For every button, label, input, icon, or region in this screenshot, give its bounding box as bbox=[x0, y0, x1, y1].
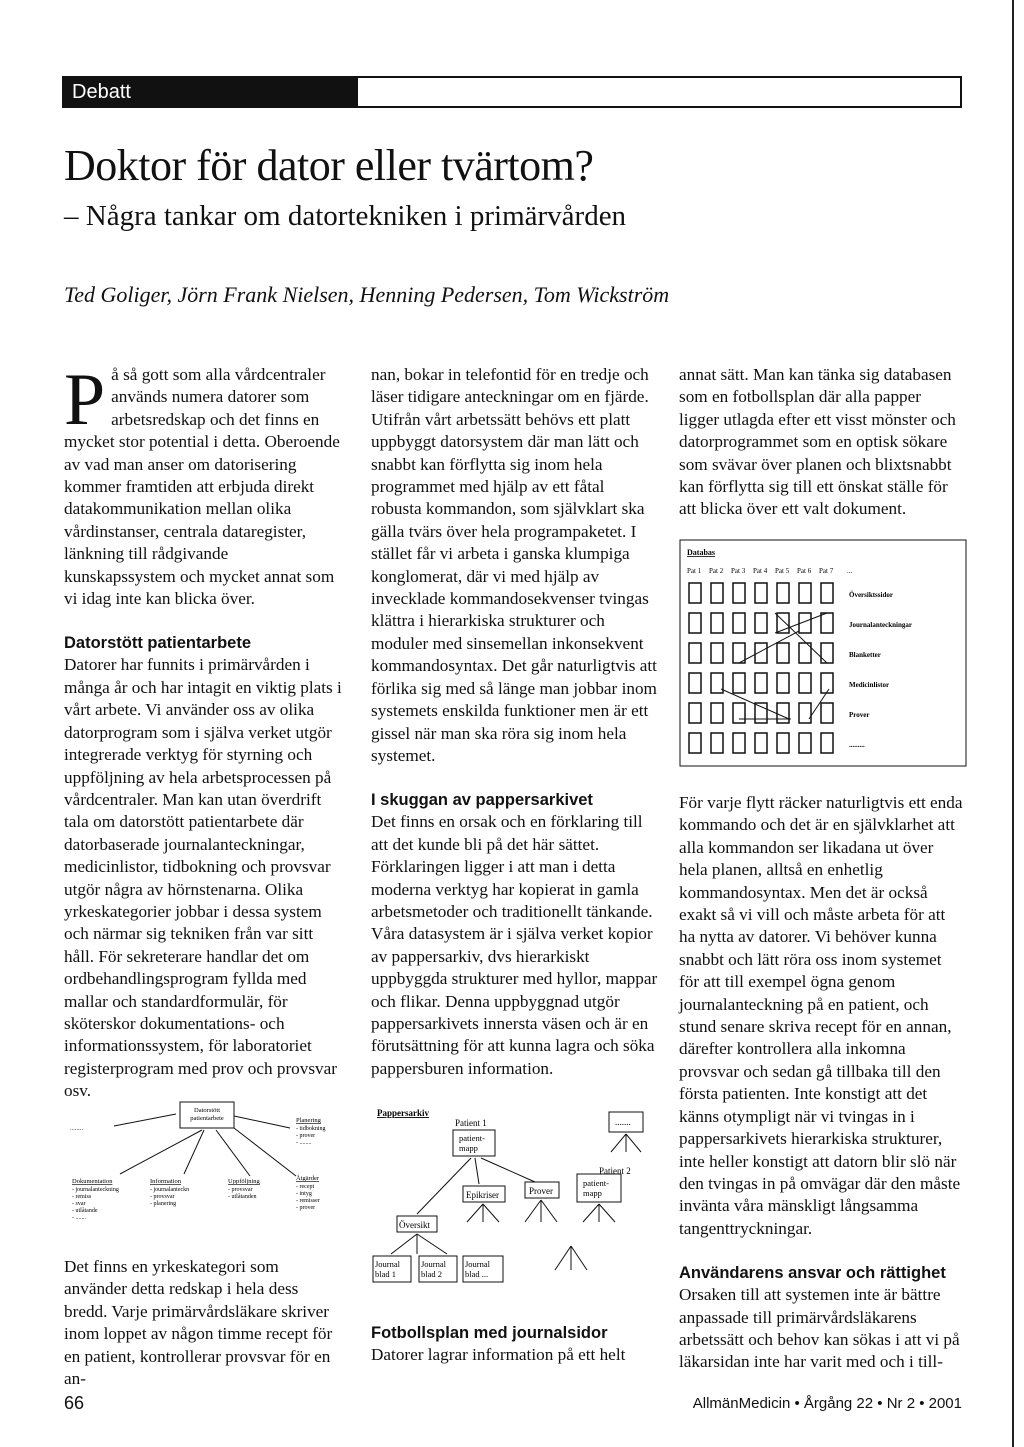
fig2-mapp2-label: patient-mapp bbox=[583, 1178, 609, 1198]
fig3-title: Databas bbox=[687, 548, 716, 557]
column-3 bbox=[679, 364, 965, 521]
fig3-cell bbox=[733, 673, 745, 693]
paragraph-nan: nan, bokar in telefontid för en tredje och läser tidigare anteckningar om en fjärde. Utifrån vårt arbetssätt behövs ett platt uppbyggt datorsystem där man lätt och snabbt kan förflytta sig inom hela programmet med hjälp av ett fåtal robusta kommandon, som självklart ska gälla tvärs över hela programpaketet. I stället får vi arbeta i ganska klumpiga konglomerat, där vi med hjälp av invecklade kommandosekvenser tvingas klättra i hierarkiska strukturer och moduler med sinsemellan inkonsekvent kommandosyntax. Det går naturligtvis att förlika sig med så länge man jobbar inom systemets enskilda funktioner men är ett gissel när man ska röra sig inom hela systemet. bbox=[371, 365, 657, 765]
fig3-cell bbox=[799, 583, 811, 603]
fig1-dok-item: - journalanteckning bbox=[72, 1187, 119, 1193]
fig1-atg-item: - prover bbox=[296, 1205, 316, 1211]
fig1-plan-item: - tidbokning bbox=[296, 1126, 326, 1132]
fig1-dok-item: - remiss bbox=[72, 1194, 92, 1200]
fig3-row-label: Journalanteckningar bbox=[849, 621, 913, 629]
paragraph-annat-satt: annat sätt. Man kan tänka sig databasen som en fotbollsplan där alla papper ligger utlagda efter ett visst mönster och datorprogrammet som en optisk sökare som svävar över planen och blixtsnabbt kan förflytta sig till ett önskat ställe för att blicka över ett valt dokument. bbox=[679, 365, 956, 519]
fig3-cell bbox=[733, 643, 745, 663]
fig1-atg-item: - intyg bbox=[296, 1191, 312, 1197]
fig3-cell bbox=[755, 673, 767, 693]
drop-cap: P bbox=[64, 359, 106, 441]
article-authors: Ted Goliger, Jörn Frank Nielsen, Henning Pedersen, Tom Wickström bbox=[64, 282, 670, 307]
column-2 bbox=[371, 364, 659, 1080]
fig3-cell bbox=[755, 733, 767, 753]
fig3-col-label: Pat 1 bbox=[687, 567, 702, 575]
fig3-row-label: Medicinlistor bbox=[849, 681, 890, 689]
fig3-cell bbox=[733, 703, 745, 723]
fig3-cell bbox=[777, 703, 789, 723]
fig3-row-label: Översiktssidor bbox=[849, 591, 893, 599]
fig1-plan-item: - ........ bbox=[296, 1140, 312, 1146]
fig3-cell bbox=[821, 643, 833, 663]
fig1-upp-item: - provsvar bbox=[228, 1187, 253, 1193]
fig3-cell bbox=[689, 673, 701, 693]
fig3-cell bbox=[733, 613, 745, 633]
fig3-cell bbox=[689, 733, 701, 753]
fig3-cell bbox=[821, 613, 833, 633]
fig2-mapp-label: patient-mapp bbox=[459, 1133, 485, 1153]
paragraph-fotbollsplan: Datorer lagrar information på ett helt bbox=[371, 1345, 626, 1364]
article-subtitle: – Några tankar om datortekniken i primärvården bbox=[64, 200, 627, 232]
fig3-col-label: Pat 4 bbox=[753, 567, 768, 575]
fig2-journal2-label: Journal blad 2 bbox=[421, 1259, 447, 1279]
column-1-continued bbox=[64, 1256, 344, 1390]
fig3-cell bbox=[777, 583, 789, 603]
fig3-cell bbox=[733, 733, 745, 753]
fig1-planering-list bbox=[296, 1126, 326, 1146]
fig3-cell bbox=[711, 673, 723, 693]
fig3-cell bbox=[799, 703, 811, 723]
fig1-center-label: Datorstött patientarbete bbox=[190, 1107, 224, 1122]
heading-skuggan: I skuggan av pappersarkivet bbox=[371, 791, 593, 810]
journal-footer: AllmänMedicin • Årgång 22 • Nr 2 • 2001 bbox=[692, 1395, 962, 1412]
fig1-info-item: - planering bbox=[150, 1201, 177, 1207]
fig2-epikriser-label: Epikriser bbox=[466, 1190, 499, 1200]
fig3-cell bbox=[799, 733, 811, 753]
fig3-col-label: Pat 6 bbox=[797, 567, 812, 575]
fig3-cell bbox=[711, 613, 723, 633]
page-edge-rule bbox=[1012, 0, 1014, 1447]
paragraph-yrkeskategori: Det finns en yrkeskategori som använder detta redskap i hela dess bredd. Varje primärvårdsläkare skriver inom loppet av någon timme recept för en patient, kontrollerar provsvar för en an- bbox=[64, 1257, 333, 1389]
fig2-patient1-label: Patient 1 bbox=[455, 1118, 487, 1128]
fig1-dok-item: - utlåtande bbox=[72, 1208, 98, 1214]
fig2-journal1-label: Journal blad 1 bbox=[375, 1259, 401, 1279]
fig2-title: Pappersarkiv bbox=[377, 1108, 430, 1118]
fig1-dok-item: - svar bbox=[72, 1201, 86, 1207]
fig3-row-label: Blanketter bbox=[849, 651, 881, 659]
fig3-cell bbox=[821, 733, 833, 753]
fig3-cell bbox=[777, 643, 789, 663]
fig3-cell bbox=[755, 703, 767, 723]
fig3-col-label: Pat 2 bbox=[709, 567, 724, 575]
section-banner bbox=[62, 76, 962, 108]
paragraph-skuggan: Det finns en orsak och en förklaring till att det kunde bli på det här sättet. Förklaringen ligger i att man i detta moderna verktyg har kopierat in gamla arbetsmetoder och traditionellt tänkande. Våra datasystem är i själva verket kopior av pappersarkiv, dvs hierarkiskt uppbyggda strukturer med hyllor, mappar och flikar. Denna uppbyggnad utgör pappersarkivets innersta väsen och är en förutsättning för att kunna lagra och söka pappersburen information. bbox=[371, 812, 658, 1078]
heading-datorstott: Datorstött patientarbete bbox=[64, 634, 252, 653]
fig3-cell bbox=[821, 673, 833, 693]
column-2-end bbox=[371, 1322, 659, 1366]
fig3-cell bbox=[689, 703, 701, 723]
fig1-info-item: - provsvar bbox=[150, 1194, 175, 1200]
fig3-cell bbox=[711, 733, 723, 753]
fig2-journal3-label: Journal blad ... bbox=[465, 1259, 491, 1279]
fig3-cell bbox=[799, 673, 811, 693]
article-title: Doktor för dator eller tvärtom? bbox=[64, 141, 594, 190]
fig3-cell bbox=[821, 583, 833, 603]
fig2-dots: ....... bbox=[615, 1117, 631, 1127]
figure-databas bbox=[679, 539, 969, 769]
fig3-cell bbox=[711, 643, 723, 663]
column-1 bbox=[64, 359, 342, 1103]
paragraph-varje-flytt: För varje flytt räcker naturligtvis ett enda kommando och det är en självklarhet att alla kommandon ser likadana ut över hela planen, alltså en enhetlig kommandosyntax. Men det är också exakt så vi vill och måste arbeta för att ha nytta av datorer. Vi behöver kunna snabbt och lätt röra oss inom systemet för att till exempel ögna genom journalanteckning på en patient, och stund senare skriva recept för en annan, därefter kontrollera alla inkomna provsvar och sedan gå tillbaka till den första patienten. Inte konstigt att det känns otympligt när vi tvingas in i pappersarkivets hierarkiska strukturer, inte heller konstigt att datorn blir slö när den tvingas in på omvägar där den måste invänta våra mänskligt långsamma tangenttryckningar. bbox=[679, 793, 963, 1238]
fig1-information-title: Information bbox=[150, 1178, 182, 1185]
fig1-upp-item: - utlåtanden bbox=[228, 1194, 257, 1200]
fig3-cell bbox=[777, 673, 789, 693]
fig3-row-label: ......... bbox=[849, 741, 865, 749]
fig1-planering-title: Planering bbox=[296, 1117, 321, 1124]
fig3-row-label: Prover bbox=[849, 711, 870, 719]
heading-fotbollsplan: Fotbollsplan med journalsidor bbox=[371, 1324, 608, 1342]
fig3-col-label: Pat 3 bbox=[731, 567, 746, 575]
fig3-col-label: ... bbox=[847, 567, 853, 575]
fig1-uppfoljning-title: Uppföljning bbox=[228, 1178, 260, 1185]
intro-text: å så gott som alla vårdcentraler används numera datorer som arbetsredskap och det finns en mycket stor potential i detta. Oberoende av vad man anser om datorisering kommer framtiden att erbjuda direkt datakommunikation mellan olika vårdinstanser, centrala dataregister, länkning till rådgivande kunskapssystem och mycket annat som vi idag inte kan blicka över. bbox=[64, 365, 340, 609]
fig3-cell bbox=[733, 583, 745, 603]
fig3-cell bbox=[689, 583, 701, 603]
fig2-patient2-label: Patient 2 bbox=[599, 1166, 631, 1176]
figure-pappersarkiv bbox=[371, 1106, 661, 1292]
fig2-prover-label: Prover bbox=[529, 1186, 553, 1196]
fig3-cell bbox=[689, 643, 701, 663]
fig1-left-dots: ........ bbox=[70, 1125, 83, 1132]
figure-datorstott-patientarbete bbox=[64, 1098, 350, 1250]
fig1-atg-item: - recept bbox=[296, 1184, 315, 1190]
fig2-oversikt-label: Översikt bbox=[399, 1220, 430, 1230]
fig1-plan-item: - prover bbox=[296, 1133, 316, 1139]
fig3-cell bbox=[777, 733, 789, 753]
column-3-continued bbox=[679, 792, 965, 1374]
fig1-dokumentation-title: Dokumentation bbox=[72, 1178, 113, 1185]
fig1-info-item: - journalanteckn bbox=[150, 1187, 190, 1193]
fig3-cell bbox=[821, 703, 833, 723]
fig1-atgarder-title: Åtgärder bbox=[296, 1175, 320, 1182]
fig3-cell bbox=[711, 703, 723, 723]
page-number: 66 bbox=[64, 1393, 85, 1413]
fig3-col-label: Pat 7 bbox=[819, 567, 834, 575]
heading-anvandarens: Användarens ansvar och rättighet bbox=[679, 1264, 946, 1283]
fig3-cell bbox=[711, 583, 723, 603]
fig3-cell bbox=[755, 583, 767, 603]
paragraph-datorstott: Datorer har funnits i primärvården i många år och har intagit en viktig plats i vårt arbete. Vi använder oss av olika datorprogram som i själva verket utgör integrerade verktyg för styrning och uppföljning av hela arbetsprocessen på vårdcentraler. Man kan utan överdrift tala om datorstött patientarbete där datorbaserade journalanteckningar, medicinlistor, tidbokning och provsvar utgör några av hörnstenarna. Olika yrkeskategorier jobbar i dessa system och närmar sig tekniken från var sitt håll. För sekreterare handlar det om ordbehandlingsprogram fyllda med mallar och standardformulär, för sköterskor dokumentations- och informationssystem, för laboratoriet registerprogram med prov och provsvar osv. bbox=[64, 655, 342, 1101]
intro-paragraph bbox=[64, 359, 342, 610]
fig3-cell bbox=[689, 613, 701, 633]
fig1-atg-item: - remisser bbox=[296, 1198, 320, 1204]
fig3-cell bbox=[755, 613, 767, 633]
section-label: Debatt bbox=[64, 78, 358, 106]
fig1-dok-item: - ....... bbox=[72, 1215, 86, 1221]
fig3-col-label: Pat 5 bbox=[775, 567, 790, 575]
paragraph-anvandarens: Orsaken till att systemen inte är bättre anpassade till primärvårdsläkarens arbetssätt och behov kan sökas i att vi på läkarsidan inte har varit med och i till- bbox=[679, 1285, 960, 1372]
fig3-grid bbox=[687, 567, 912, 753]
